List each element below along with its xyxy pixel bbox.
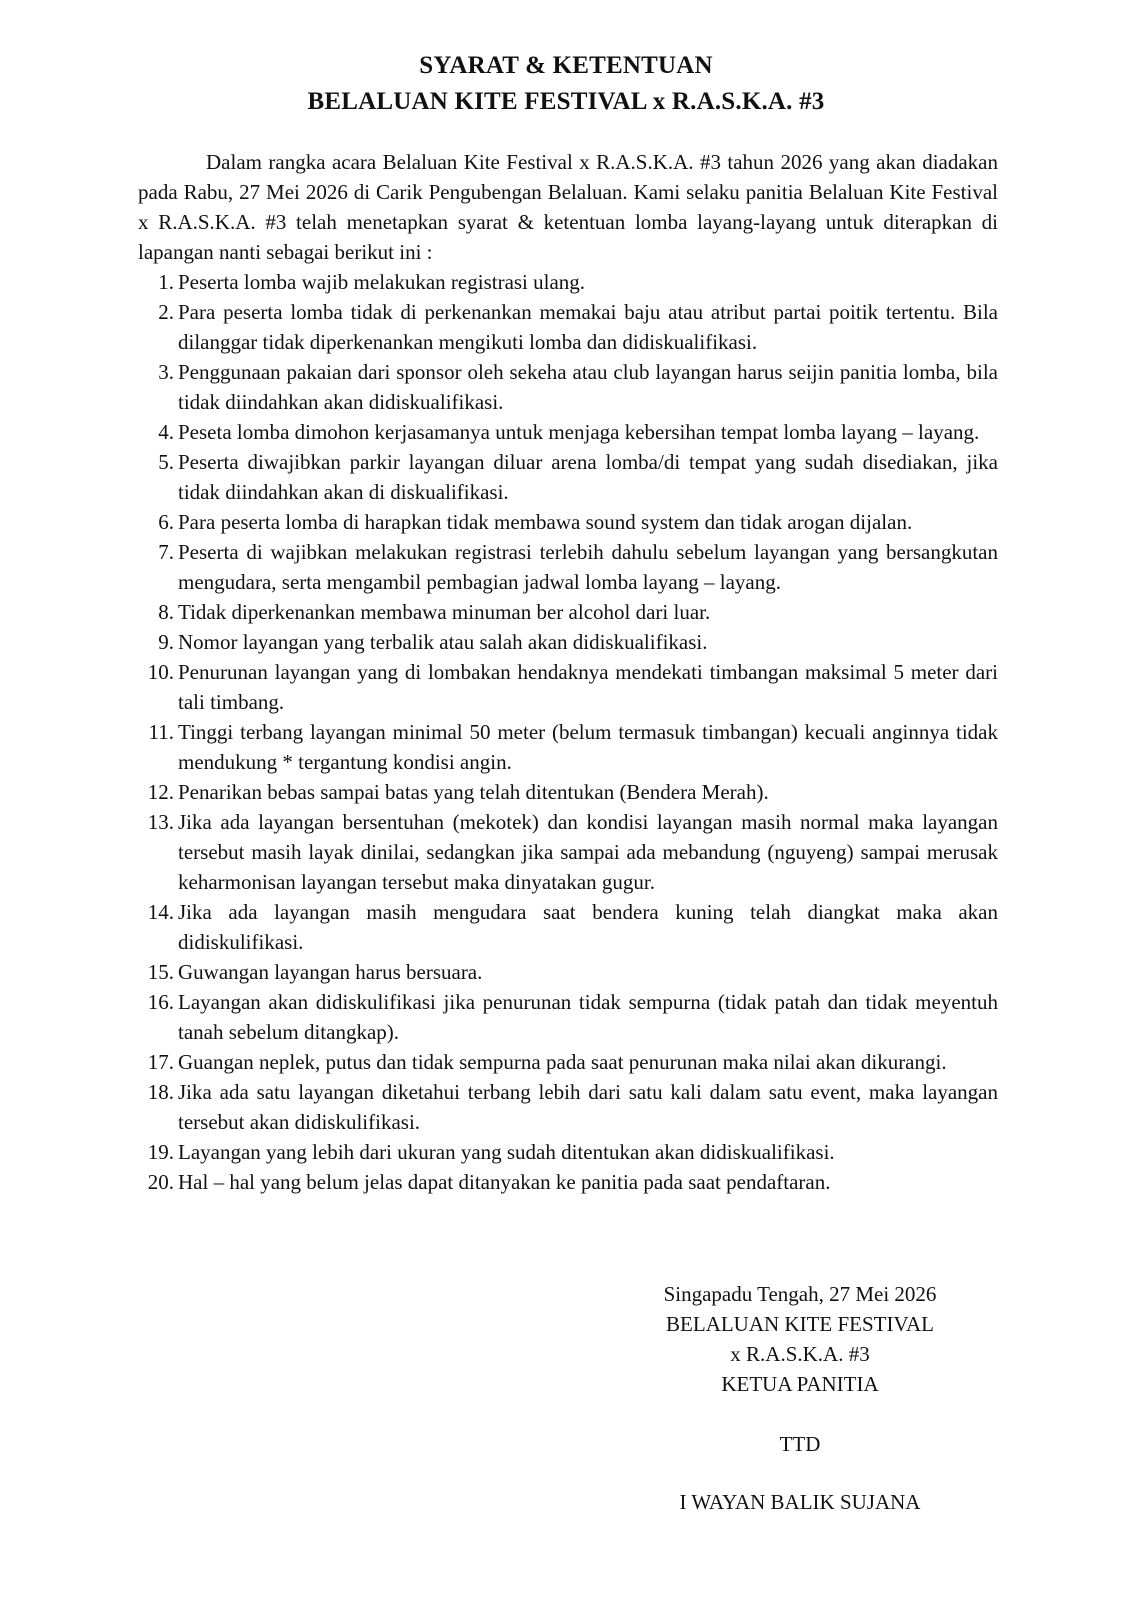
rule-item [138, 447, 998, 507]
rule-number: 19. [147, 1140, 174, 1164]
rule-text: Jika ada satu layangan diketahui terbang lebih dari satu kali dalam satu event, maka layangan tersebut akan didiskulifikasi. [178, 1080, 998, 1134]
rule-text: Tinggi terbang layangan minimal 50 meter (belum termasuk timbangan) kecuali anginnya tidak mendukung * tergantung kondisi angin. [178, 720, 998, 774]
rule-item [138, 597, 998, 627]
rule-item [138, 417, 998, 447]
signature-place-date: Singapadu Tengah, 27 Mei 2026 [663, 1282, 937, 1306]
signature-ttd: TTD [779, 1432, 821, 1456]
rule-item [138, 537, 998, 597]
document-subtitle: BELALUAN KITE FESTIVAL x R.A.S.K.A. #3 [307, 88, 825, 115]
rule-item [138, 1047, 998, 1077]
rule-text: Penarikan bebas sampai batas yang telah ditentukan (Bendera Merah). [178, 780, 769, 804]
signature-block [640, 1279, 960, 1517]
rule-number: 7. [158, 540, 174, 564]
rule-text: Hal – hal yang belum jelas dapat ditanyakan ke panitia pada saat pendaftaran. [178, 1170, 831, 1194]
rule-number: 4. [158, 420, 174, 444]
rule-item [138, 807, 998, 897]
rules-list [138, 267, 998, 1197]
rule-item [138, 627, 998, 657]
rule-number: 20. [147, 1170, 174, 1194]
rule-number: 2. [158, 300, 174, 324]
rule-number: 5. [158, 450, 174, 474]
rule-number: 14. [147, 900, 174, 924]
rule-number: 9. [158, 630, 174, 654]
rule-text: Layangan yang lebih dari ukuran yang sudah ditentukan akan didiskualifikasi. [178, 1140, 835, 1164]
rule-number: 10. [147, 660, 174, 684]
rule-number: 3. [158, 360, 174, 384]
rule-item [138, 357, 998, 417]
rule-item [138, 1077, 998, 1137]
rule-text: Guwangan layangan harus bersuara. [178, 960, 483, 984]
rule-number: 13. [147, 810, 174, 834]
rule-text: Layangan akan didiskulifikasi jika penurunan tidak sempurna (tidak patah dan tidak meyentuh tanah sebelum ditangkap). [178, 990, 998, 1044]
rule-text: Guangan neplek, putus dan tidak sempurna pada saat penurunan maka nilai akan dikurangi. [178, 1050, 947, 1074]
rule-item [138, 507, 998, 537]
rule-item [138, 1137, 998, 1167]
rule-text: Peserta di wajibkan melakukan registrasi terlebih dahulu sebelum layangan yang bersangkutan mengudara, serta mengambil pembagian jadwal lomba layang – layang. [178, 540, 998, 594]
rule-text: Peseta lomba dimohon kerjasamanya untuk menjaga kebersihan tempat lomba layang – layang. [178, 420, 980, 444]
rule-text: Peserta lomba wajib melakukan registrasi ulang. [178, 270, 586, 294]
rule-text: Nomor layangan yang terbalik atau salah akan didiskualifikasi. [178, 630, 708, 654]
rule-text: Para peserta lomba tidak di perkenankan memakai baju atau atribut partai poitik tertentu. Bila dilanggar tidak diperkenankan mengikuti lomba dan didiskualifikasi. [178, 300, 998, 354]
rule-number: 16. [147, 990, 174, 1014]
document-title: SYARAT & KETENTUAN [419, 52, 713, 79]
rule-number: 8. [158, 600, 174, 624]
rule-number: 15. [147, 960, 174, 984]
rule-text: Jika ada layangan masih mengudara saat bendera kuning telah diangkat maka akan didiskulifikasi. [178, 900, 998, 954]
rule-item [138, 1167, 998, 1197]
rule-number: 6. [158, 510, 174, 534]
rule-item [138, 717, 998, 777]
intro-paragraph: Dalam rangka acara Belaluan Kite Festival x R.A.S.K.A. #3 tahun 2026 yang akan diadakan pada Rabu, 27 Mei 2026 di Carik Pengubengan Belaluan. Kami selaku panitia Belaluan Kite Festival x R.A.S.K.A. #3 telah menetapkan syarat & ketentuan lomba layang-layang untuk diterapkan di lapangan nanti sebagai berikut ini : [138, 150, 998, 264]
rule-number: 17. [147, 1050, 174, 1074]
rule-text: Tidak diperkenankan membawa minuman ber alcohol dari luar. [178, 600, 711, 624]
signature-role: KETUA PANITIA [721, 1372, 879, 1396]
rule-item [138, 267, 998, 297]
rule-item [138, 957, 998, 987]
rule-number: 12. [147, 780, 174, 804]
rule-text: Para peserta lomba di harapkan tidak membawa sound system dan tidak arogan dijalan. [178, 510, 913, 534]
rule-number: 11. [148, 720, 174, 744]
rule-text: Peserta diwajibkan parkir layangan diluar arena lomba/di tempat yang sudah disediakan, jika tidak diindahkan akan di diskualifikasi. [178, 450, 998, 504]
rule-item [138, 297, 998, 357]
rule-number: 18. [147, 1080, 174, 1104]
rule-text: Penggunaan pakaian dari sponsor oleh sekeha atau club layangan harus seijin panitia lomba, bila tidak diindahkan akan didiskualifikasi. [178, 360, 998, 414]
rule-item [138, 657, 998, 717]
rule-text: Penurunan layangan yang di lombakan hendaknya mendekati timbangan maksimal 5 meter dari tali timbang. [178, 660, 998, 714]
rule-number: 1. [158, 270, 174, 294]
signature-organization: BELALUAN KITE FESTIVAL [666, 1312, 934, 1336]
signature-organization-suffix: x R.A.S.K.A. #3 [730, 1342, 870, 1366]
rule-text: Jika ada layangan bersentuhan (mekotek) dan kondisi layangan masih normal maka layangan tersebut masih layak dinilai, sedangkan jika sampai ada mebandung (nguyeng) sampai merusak keharmonisan layangan tersebut maka dinyatakan gugur. [178, 810, 998, 894]
rule-item [138, 987, 998, 1047]
signatory-name: I WAYAN BALIK SUJANA [679, 1490, 921, 1514]
rule-item [138, 897, 998, 957]
rule-item [138, 777, 998, 807]
